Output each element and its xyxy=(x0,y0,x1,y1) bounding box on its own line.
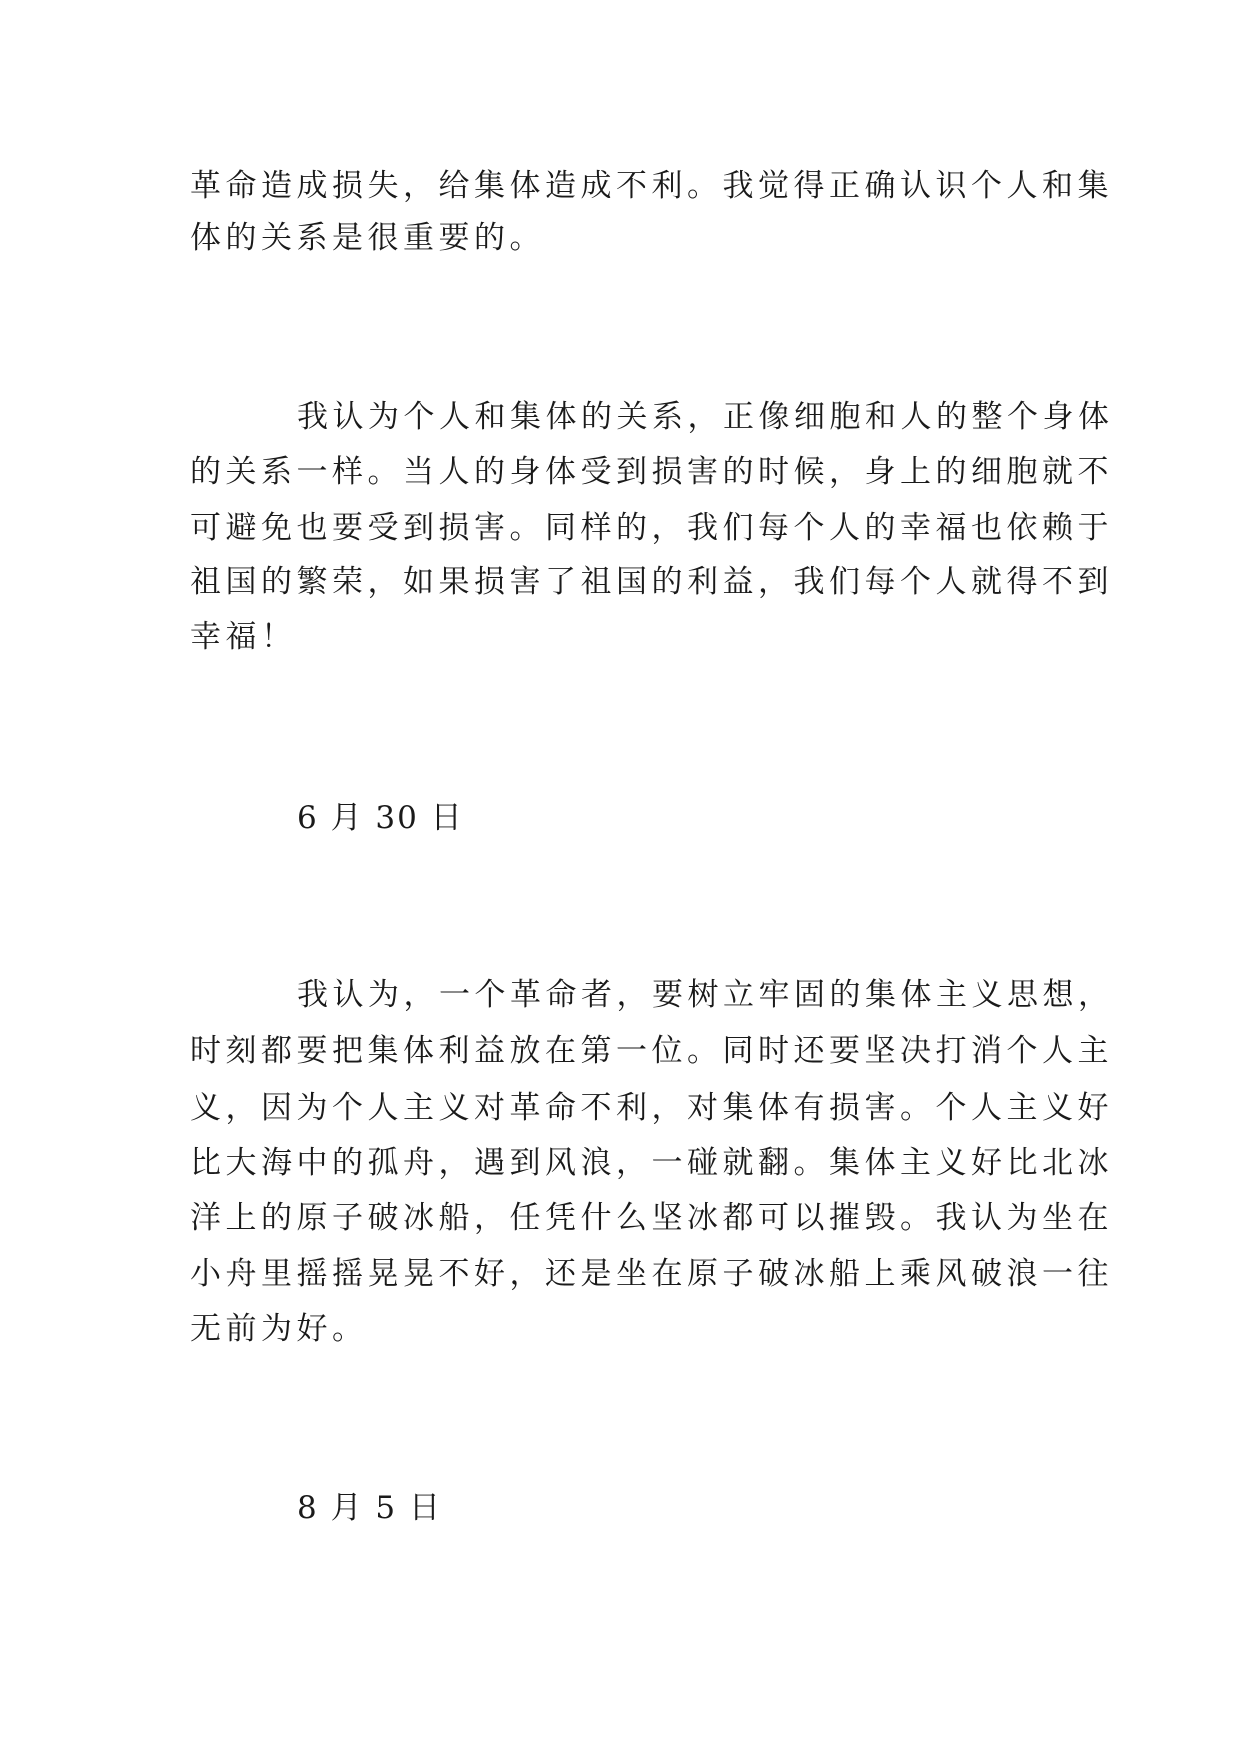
paragraph-line: 我认为，一个革命者，要树立牢固的集体主义思想， xyxy=(297,977,1114,1013)
paragraph-line: 的关系一样。当人的身体受到损害的时候，身上的细胞就不 xyxy=(190,454,1113,490)
diary-date: 6 月 30 日 xyxy=(297,800,464,836)
paragraph-line: 革命造成损失，给集体造成不利。我觉得正确认识个人和集 xyxy=(190,168,1113,204)
paragraph-line: 我认为个人和集体的关系，正像细胞和人的整个身体 xyxy=(297,399,1114,435)
paragraph-line: 无前为好。 xyxy=(190,1311,368,1347)
paragraph-line: 可避免也要受到损害。同样的，我们每个人的幸福也依赖于 xyxy=(190,510,1113,546)
paragraph-line: 义，因为个人主义对革命不利，对集体有损害。个人主义好 xyxy=(190,1090,1113,1126)
paragraph-line: 体的关系是很重要的。 xyxy=(190,220,545,256)
paragraph-line: 比大海中的孤舟，遇到风浪，一碰就翻。集体主义好比北冰 xyxy=(190,1145,1113,1181)
diary-date: 8 月 5 日 xyxy=(297,1490,443,1526)
paragraph-line: 时刻都要把集体利益放在第一位。同时还要坚决打消个人主 xyxy=(190,1033,1113,1069)
paragraph-line: 小舟里摇摇晃晃不好，还是坐在原子破冰船上乘风破浪一往 xyxy=(190,1256,1113,1292)
paragraph-line: 祖国的繁荣，如果损害了祖国的利益，我们每个人就得不到 xyxy=(190,564,1113,600)
paragraph-line: 洋上的原子破冰船，任凭什么坚冰都可以摧毁。我认为坐在 xyxy=(190,1200,1113,1236)
paragraph-line: 幸福！ xyxy=(190,619,297,655)
